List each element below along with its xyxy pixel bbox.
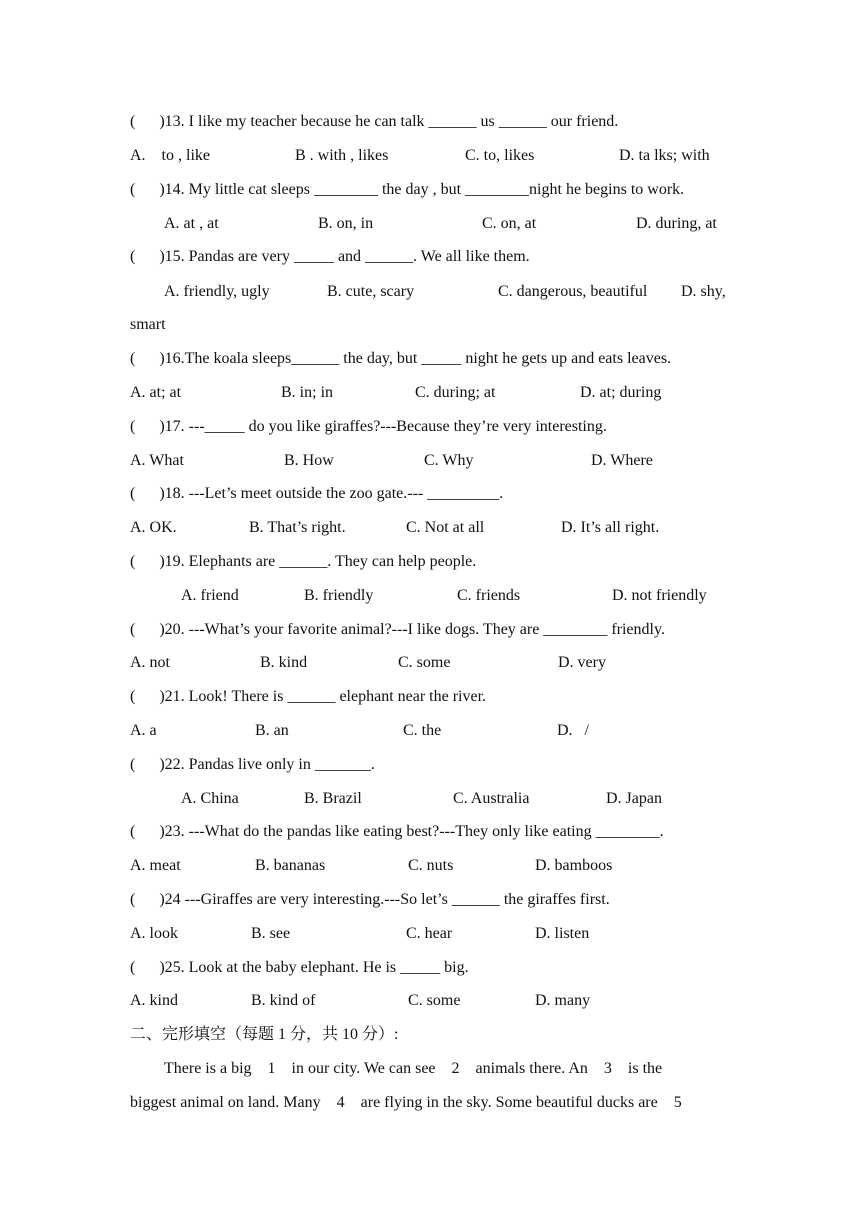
q13-option-d: D. ta lks; with [619,147,710,164]
cloze-paragraph-line-2: biggest animal on land. Many 4 are flying in the sky. Some beautiful ducks are 5 [130,1094,682,1111]
q17-option-b: B. How [284,452,334,469]
q18-option-d: D. It’s all right. [561,519,660,536]
q21-option-b: B. an [255,722,289,739]
q14-option-a: A. at , at [164,215,219,232]
q24-option-c: C. hear [406,925,453,942]
q14-option-d: D. during, at [636,215,717,232]
q16-option-c: C. during; at [415,384,496,401]
q21-option-c: C. the [403,722,442,739]
q19-option-b: B. friendly [304,587,374,604]
question-15: ( )15. Pandas are very _____ and ______. We all like them. [130,248,530,265]
question-24: ( )24 ---Giraffes are very interesting.---So let’s ______ the giraffes first. [130,891,610,908]
q15-option-a: A. friendly, ugly [164,283,270,300]
q17-option-c: C. Why [424,452,474,469]
q15-option-c: C. dangerous, beautiful [498,283,648,300]
question-19: ( )19. Elephants are ______. They can help people. [130,553,477,570]
q13-option-b: B . with , likes [295,147,389,164]
q16-option-d: D. at; during [580,384,662,401]
q15-option-b: B. cute, scary [327,283,415,300]
question-25: ( )25. Look at the baby elephant. He is _____ big. [130,959,469,976]
q22-option-d: D. Japan [606,790,662,807]
q24-option-a: A. look [130,925,178,942]
q13-option-c: C. to, likes [465,147,535,164]
cloze-paragraph-line-1: There is a big 1 in our city. We can see 2 animals there. An 3 is the [164,1060,663,1077]
q23-option-d: D. bamboos [535,857,613,874]
q19-option-c: C. friends [457,587,521,604]
question-16: ( )16.The koala sleeps______ the day, but _____ night he gets up and eats leaves. [130,350,672,367]
q15-option-d-wrap: smart [130,316,166,333]
q13-option-a: A. to , like [130,147,210,164]
question-18: ( )18. ---Let’s meet outside the zoo gate.--- _________. [130,485,504,502]
q16-option-a: A. at; at [130,384,182,401]
q18-option-c: C. Not at all [406,519,485,536]
q19-option-d: D. not friendly [612,587,707,604]
q18-option-b: B. That’s right. [249,519,346,536]
question-20: ( )20. ---What’s your favorite animal?---I like dogs. They are ________ friendly. [130,621,665,638]
q21-option-a: A. a [130,722,157,739]
q25-option-c: C. some [408,992,461,1009]
q16-option-b: B. in; in [281,384,334,401]
q20-option-a: A. not [130,654,170,671]
question-17: ( )17. ---_____ do you like giraffes?---Because they’re very interesting. [130,418,607,435]
q22-option-b: B. Brazil [304,790,362,807]
q22-option-c: C. Australia [453,790,530,807]
q24-option-d: D. listen [535,925,590,942]
q23-option-a: A. meat [130,857,181,874]
q17-option-d: D. Where [591,452,653,469]
q20-option-d: D. very [558,654,606,671]
q22-option-a: A. China [181,790,239,807]
question-14: ( )14. My little cat sleeps ________ the day , but ________night he begins to work. [130,181,685,198]
question-23: ( )23. ---What do the pandas like eating best?---They only like eating ________. [130,823,664,840]
q14-option-c: C. on, at [482,215,537,232]
q25-option-b: B. kind of [251,992,316,1009]
q25-option-d: D. many [535,992,591,1009]
q23-option-c: C. nuts [408,857,454,874]
q25-option-a: A. kind [130,992,178,1009]
q20-option-c: C. some [398,654,451,671]
question-21: ( )21. Look! There is ______ elephant near the river. [130,688,487,705]
q24-option-b: B. see [251,925,291,942]
question-22: ( )22. Pandas live only in _______. [130,756,375,773]
q14-option-b: B. on, in [318,215,374,232]
q23-option-b: B. bananas [255,857,326,874]
q19-option-a: A. friend [181,587,239,604]
q18-option-a: A. OK. [130,519,177,536]
q20-option-b: B. kind [260,654,308,671]
q21-option-d: D. / [557,722,589,739]
question-13: ( )13. I like my teacher because he can talk ______ us ______ our friend. [130,113,619,130]
q17-option-a: A. What [130,452,184,469]
section-cloze-title: 二、完形填空（每题 1 分，共 10 分）: [130,1026,399,1043]
q15-option-d: D. shy, [681,283,726,300]
